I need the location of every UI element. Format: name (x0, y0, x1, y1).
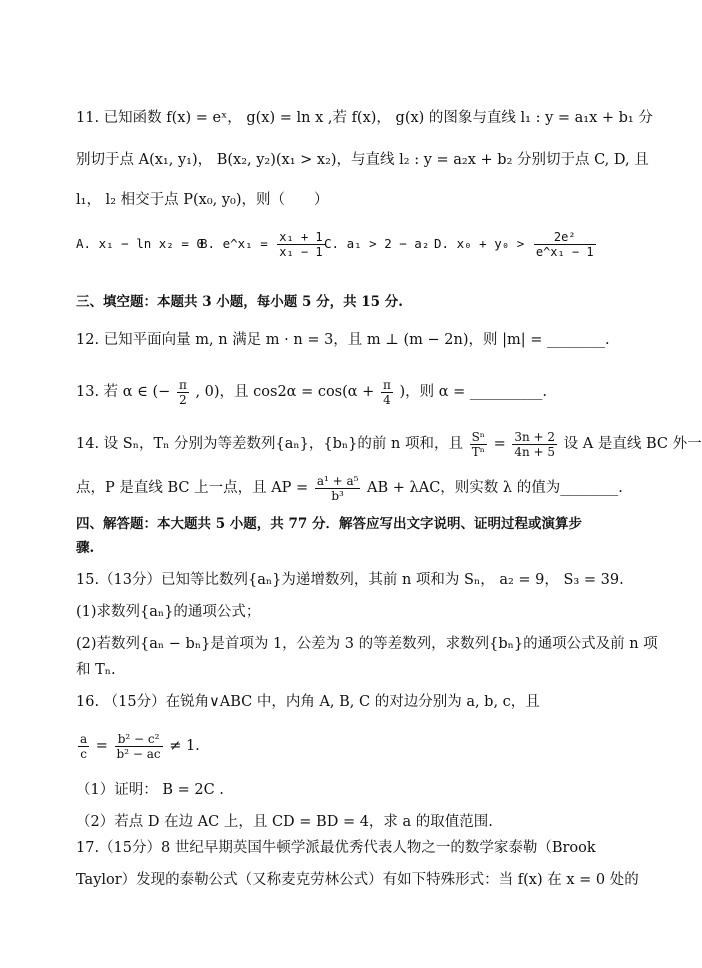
q13-prefix: 13. 若 α ∈ (− (76, 384, 171, 400)
q11-option-a: A. x₁ − ln x₂ = 0 (76, 236, 204, 251)
q11-option-b (200, 230, 327, 259)
q13-fraction-pi-2 (177, 378, 189, 407)
q14-line2 (76, 468, 623, 508)
section-3-heading: 三、填空题：本题共 3 小题，每小题 5 分，共 15 分. (76, 294, 403, 310)
q12: 12. 已知平面向量 m, n 满足 m · n = 3，且 m ⊥ (m − 2n)，则 |m| = ________. (76, 332, 610, 348)
q16-part1: （1）证明： B = 2C . (76, 782, 224, 798)
q13-fraction2-numerator: π (382, 377, 391, 392)
q16-fraction2-numerator: b² − c² (115, 732, 163, 747)
q11-option-d-denominator: e^x₁ − 1 (535, 245, 594, 259)
q13 (76, 372, 608, 412)
q11-line3: l₁， l₂ 相交于点 P(x₀, y₀)，则（ ） (76, 192, 329, 208)
q14-fraction-s-t (470, 430, 487, 459)
q16-condition-suffix: ≠ 1. (169, 738, 200, 754)
section-4-heading-cont: 骤. (76, 540, 95, 556)
q11-line1: 11. 已知函数 f(x) = eˣ， g(x) = ln x ,若 f(x)， g(x) 的图象与直线 l₁ : y = a₁x + b₁ 分 (76, 110, 653, 126)
q16-fraction-b-c (115, 732, 163, 761)
q11-option-d-prefix: D. x₀ + y₀ > (434, 236, 525, 251)
q14-fraction-coefficient (315, 474, 361, 503)
q14-line1 (76, 424, 702, 464)
q11-option-d-numerator: 2e² (534, 230, 596, 245)
q13-fraction-numerator: π (178, 377, 187, 392)
q11-options (76, 226, 608, 266)
q11-option-b-numerator: x₁ + 1 (279, 230, 323, 244)
section-4-heading: 四、解答题：本大题共 5 小题，共 77 分．解答应写出文字说明、证明过程或演算步 (76, 516, 582, 532)
q14-line2-suffix: AB + λAC，则实数 λ 的值为________. (367, 480, 623, 496)
q11-option-d-fraction (534, 230, 596, 259)
q16-condition (76, 726, 608, 766)
q14-prefix: 14. 设 Sₙ，Tₙ 分别为等差数列{aₙ}，{bₙ}的前 n 项和，且 (76, 436, 463, 452)
q14-fraction-denominator: Tⁿ (471, 444, 485, 459)
q14-fraction-ratio (512, 430, 557, 459)
q11-line2: 别切于点 A(x₁, y₁)， B(x₂, y₂)(x₁ > x₂)，与直线 l₂ : y = a₂x + b₂ 分别切于点 C, D, 且 (76, 152, 649, 168)
q15-line1: 15.（13分）已知等比数列{aₙ}为递增数列，其前 n 项和为 Sₙ， a₂ = 9， S₃ = 39. (76, 572, 624, 588)
q15-part2-line1: (2)若数列{aₙ − bₙ}是首项为 1，公差为 3 的等差数列，求数列{bₙ}的通项公式及前 n 项 (76, 636, 658, 652)
q13-fraction2-denominator: 4 (383, 392, 391, 407)
q16-fraction-denominator: c (80, 746, 87, 761)
q16-fraction-a-c (78, 732, 89, 761)
q14-fraction-numerator: Sⁿ (471, 429, 485, 444)
q16-fraction-numerator: a (80, 731, 88, 746)
q11-option-b-fraction (277, 230, 324, 259)
q15-part1: (1)求数列{aₙ}的通项公式； (76, 604, 261, 620)
q14-ratio-numerator: 3n + 2 (514, 429, 556, 444)
q16-part2: （2）若点 D 在边 AC 上，且 CD = BD = 4，求 a 的取值范围. (76, 814, 493, 830)
q13-fraction-pi-4 (381, 378, 393, 407)
q17-line1: 17.（15分）8 世纪早期英国牛顿学派最优秀代表人物之一的数学家泰勒（Brook (76, 840, 596, 856)
q16-line1: 16. （15分）在锐角∨ABC 中，内角 A, B, C 的对边分别为 a, b, c，且 (76, 694, 540, 710)
q11-option-b-prefix: B. e^x₁ = (200, 236, 268, 251)
q11-option-b-denominator: x₁ − 1 (279, 245, 323, 259)
q14-ratio-denominator: 4n + 5 (514, 444, 556, 459)
q11-option-c: C. a₁ > 2 − a₂ (324, 236, 430, 251)
q13-mid: , 0)，且 cos2α = cos(α + (195, 384, 375, 400)
q14-suffix: 设 A 是直线 BC 外一 (563, 436, 702, 452)
q11-option-d (434, 230, 598, 259)
q14-coefficient-numerator: a¹ + a⁵ (316, 473, 359, 488)
q16-equals: = (95, 738, 108, 754)
q13-suffix: )，则 α = __________. (399, 384, 547, 400)
q14-line2-prefix: 点，P 是直线 BC 上一点，且 AP = (76, 480, 309, 496)
q16-fraction2-denominator: b² − ac (116, 746, 161, 761)
q13-fraction-denominator: 2 (179, 392, 187, 407)
q14-equals: = (493, 436, 506, 452)
q17-line2: Taylor）发现的泰勒公式（又称麦克劳林公式）有如下特殊形式：当 f(x) 在 x = 0 处的 (76, 872, 639, 888)
q15-part2-line2: 和 Tₙ. (76, 662, 116, 678)
q14-coefficient-denominator: b³ (331, 488, 344, 503)
